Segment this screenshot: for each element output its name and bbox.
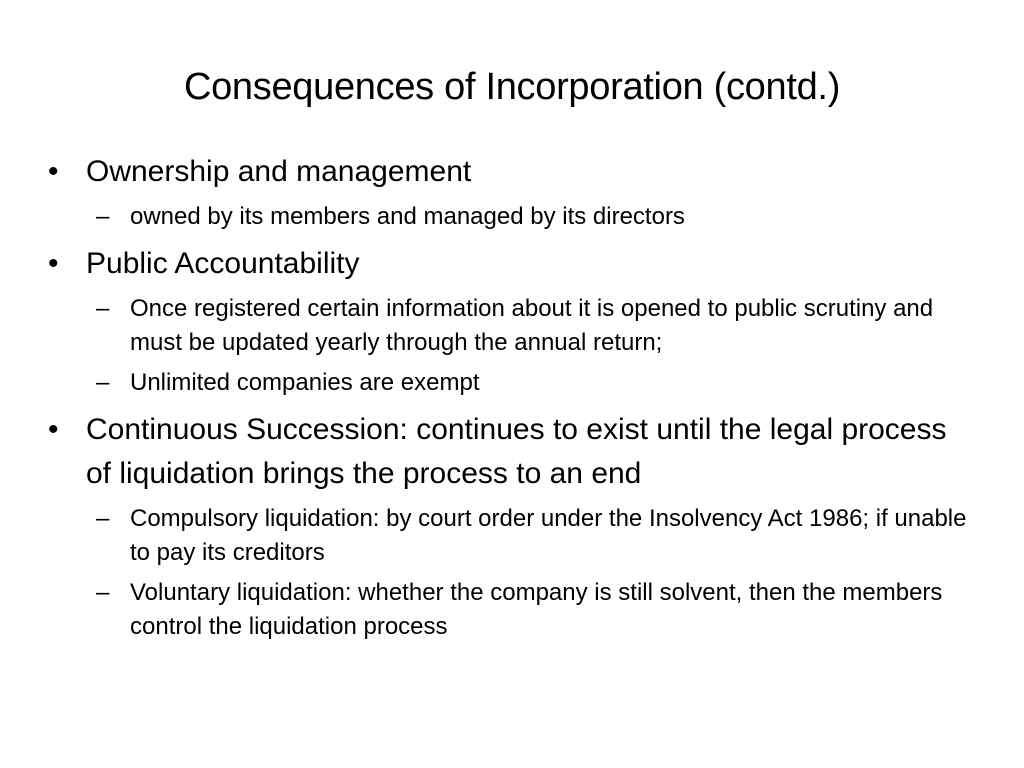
slide-title: Consequences of Incorporation (contd.) bbox=[183, 66, 841, 108]
bullet-item bbox=[48, 150, 968, 194]
dash-icon: – bbox=[96, 505, 110, 532]
dash-icon: – bbox=[96, 369, 110, 396]
sub-bullet-item bbox=[48, 366, 968, 400]
bullet-item bbox=[48, 408, 968, 496]
slide-body bbox=[48, 150, 968, 648]
sub-bullet-item bbox=[48, 576, 968, 644]
dash-icon: – bbox=[96, 579, 110, 606]
sub-bullet-item bbox=[48, 502, 968, 570]
sub-bullet-text: Voluntary liquidation: whether the company is still solvent, then the members control the liquidation process bbox=[130, 579, 943, 640]
dash-icon: – bbox=[96, 295, 110, 322]
sub-bullet-item bbox=[48, 200, 968, 234]
bullet-icon: • bbox=[48, 247, 59, 280]
bullet-text: Continuous Succession: continues to exist until the legal process of liquidation brings the process to an end bbox=[86, 413, 947, 490]
sub-bullet-text: Once registered certain information about it is opened to public scrutiny and must be updated yearly through the annual return; bbox=[130, 295, 934, 356]
bullet-text: Public Accountability bbox=[86, 247, 360, 280]
sub-bullet-text: Compulsory liquidation: by court order under the Insolvency Act 1986; if unable to pay its creditors bbox=[130, 505, 967, 566]
dash-icon: – bbox=[96, 203, 110, 230]
sub-bullet-text: owned by its members and managed by its directors bbox=[130, 203, 685, 230]
bullet-text: Ownership and management bbox=[86, 155, 472, 188]
bullet-item bbox=[48, 242, 968, 286]
bullet-icon: • bbox=[48, 155, 59, 188]
sub-bullet-text: Unlimited companies are exempt bbox=[130, 369, 480, 396]
sub-bullet-item bbox=[48, 292, 968, 360]
bullet-icon: • bbox=[48, 413, 59, 446]
